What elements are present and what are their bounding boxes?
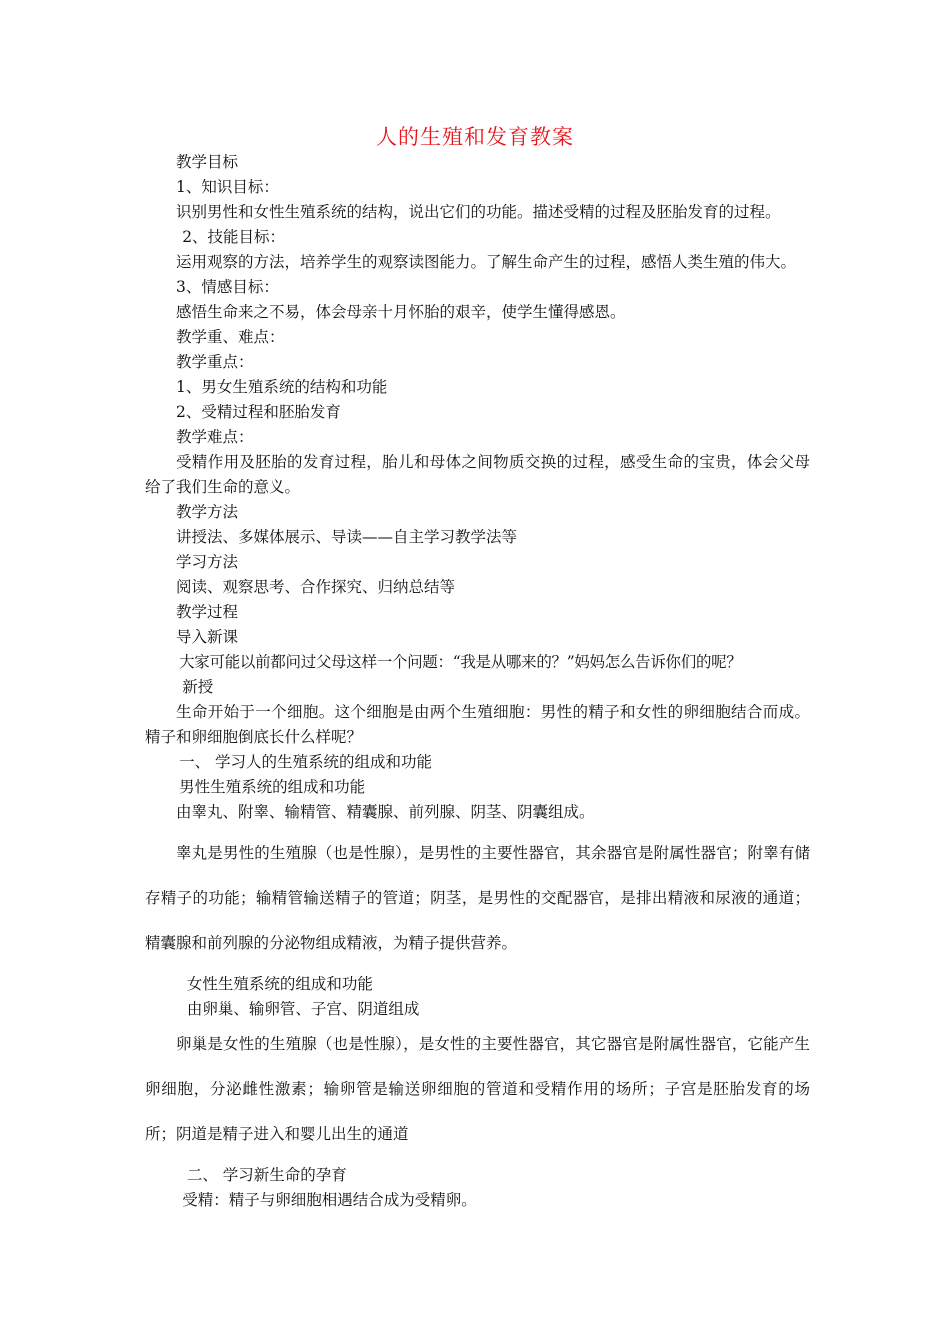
paragraph: 感悟生命来之不易，体会母亲十月怀胎的艰辛，使学生懂得感恩。 bbox=[176, 303, 626, 321]
paragraph: 教学重、难点： bbox=[176, 328, 285, 346]
paragraph: 大家可能以前都问过父母这样一个问题：“我是从哪来的？”妈妈怎么告诉你们的呢？ bbox=[179, 653, 742, 671]
paragraph: 导入新课 bbox=[176, 628, 239, 646]
paragraph: 由睾丸、附睾、输精管、精囊腺、前列腺、阴茎、阴囊组成。 bbox=[176, 803, 595, 821]
document-body bbox=[145, 150, 810, 1213]
paragraph: 女性生殖系统的组成和功能 bbox=[186, 975, 373, 993]
paragraph: 卵巢是女性的生殖腺（也是性腺），是女性的主要性器官，其它器官是附属性器官，它能产生卵细胞，分泌雌性激素；输卵管是输送卵细胞的管道和受精作用的场所；子宫是胚胎发育的场所；阴道是精子进入和婴儿出生的通道 bbox=[145, 1035, 810, 1143]
paragraph: 一、 学习人的生殖系统的组成和功能 bbox=[179, 753, 433, 771]
paragraph: 学习方法 bbox=[176, 553, 239, 571]
paragraph: 教学方法 bbox=[176, 503, 239, 521]
paragraph: 1、男女生殖系统的结构和功能 bbox=[176, 378, 388, 396]
paragraph: 睾丸是男性的生殖腺（也是性腺），是男性的主要性器官，其余器官是附属性器官；附睾有储存精子的功能；输精管输送精子的管道；阴茎，是男性的交配器官，是排出精液和尿液的通道；精囊腺和前列腺的分泌物组成精液，为精子提供营养。 bbox=[145, 844, 810, 952]
paragraph: 识别男性和女性生殖系统的结构，说出它们的功能。描述受精的过程及胚胎发育的过程。 bbox=[176, 203, 781, 221]
paragraph: 二、 学习新生命的孕育 bbox=[186, 1166, 347, 1184]
paragraph: 新授 bbox=[182, 678, 214, 696]
paragraph: 教学过程 bbox=[176, 603, 239, 621]
paragraph: 1、知识目标： bbox=[176, 178, 279, 196]
paragraph: 2、受精过程和胚胎发育 bbox=[176, 403, 341, 421]
paragraph: 2、技能目标： bbox=[182, 228, 286, 246]
paragraph: 3、情感目标： bbox=[176, 278, 279, 296]
paragraph: 教学目标 bbox=[176, 153, 239, 171]
paragraph: 阅读、观察思考、合作探究、归纳总结等 bbox=[176, 578, 456, 596]
paragraph: 男性生殖系统的组成和功能 bbox=[179, 778, 366, 796]
paragraph: 教学难点： bbox=[176, 428, 254, 446]
paragraph: 受精：精子与卵细胞相遇结合成为受精卵。 bbox=[182, 1191, 477, 1209]
document-title: 人的生殖和发育教案 bbox=[376, 125, 574, 149]
paragraph: 受精作用及胚胎的发育过程，胎儿和母体之间物质交换的过程，感受生命的宝贵，体会父母给了我们生命的意义。 bbox=[145, 453, 810, 496]
paragraph: 生命开始于一个细胞。这个细胞是由两个生殖细胞：男性的精子和女性的卵细胞结合而成。精子和卵细胞倒底长什么样呢？ bbox=[145, 703, 810, 746]
paragraph: 教学重点： bbox=[176, 353, 254, 371]
paragraph: 运用观察的方法，培养学生的观察读图能力。了解生命产生的过程，感悟人类生殖的伟大。 bbox=[176, 253, 797, 271]
paragraph: 讲授法、多媒体展示、导读——自主学习教学法等 bbox=[176, 528, 518, 546]
paragraph: 由卵巢、输卵管、子宫、阴道组成 bbox=[186, 1000, 420, 1018]
